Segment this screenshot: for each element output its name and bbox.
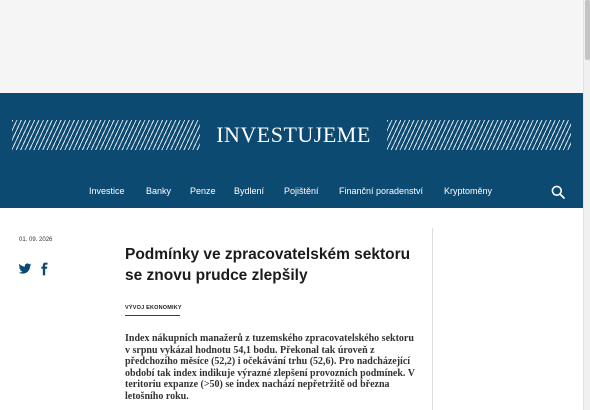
facebook-icon[interactable]: [37, 262, 51, 276]
article-lead: Index nákupních manažerů z tuzemského zpracovatelského sektoru v srpnu vykázal hodnotu 54,1 bodu. Překonal tak úroveň z předchozího měsíce (52,2) i očekávání trhu (52,6). Pro nadcházející období tak index indikuje výrazné zlepšení provozních podmínek. V teritoriu expanze (>50) se index nachází nepřetržitě od března letošního roku.: [125, 333, 415, 402]
decorative-stripes-left: [12, 120, 200, 150]
article-date: 01. 09. 2026: [19, 237, 53, 243]
category-underline: [125, 315, 180, 316]
nav-item-pojisteni[interactable]: Pojištění: [284, 186, 319, 196]
nav-item-investice[interactable]: Investice: [89, 186, 125, 196]
nav-item-kryptomeny[interactable]: Kryptoměny: [444, 186, 493, 196]
scrollbar[interactable]: [583, 0, 590, 410]
nav-item-bydleni[interactable]: Bydlení: [234, 186, 265, 196]
decorative-stripes-right: [387, 120, 571, 150]
nav-item-penze[interactable]: Penze: [190, 186, 216, 196]
main-nav: [0, 175, 583, 208]
top-blank-area: [0, 0, 583, 93]
twitter-icon[interactable]: [18, 262, 32, 276]
search-icon[interactable]: [550, 184, 566, 200]
site-logo[interactable]: INVESTUJEME: [216, 122, 371, 147]
article-title: Podmínky ve zpracovatelském sektoru se znovu prudce zlepšily: [125, 246, 411, 284]
nav-item-banky[interactable]: Banky: [146, 186, 172, 196]
sidebar-divider: [432, 228, 433, 410]
masthead: [0, 93, 583, 175]
category-tag[interactable]: VÝVOJ EKONOMIKY: [125, 305, 182, 311]
scrollbar-thumb[interactable]: [585, 0, 590, 60]
nav-item-financni-poradenstvi[interactable]: Finanční poradenství: [339, 186, 424, 196]
